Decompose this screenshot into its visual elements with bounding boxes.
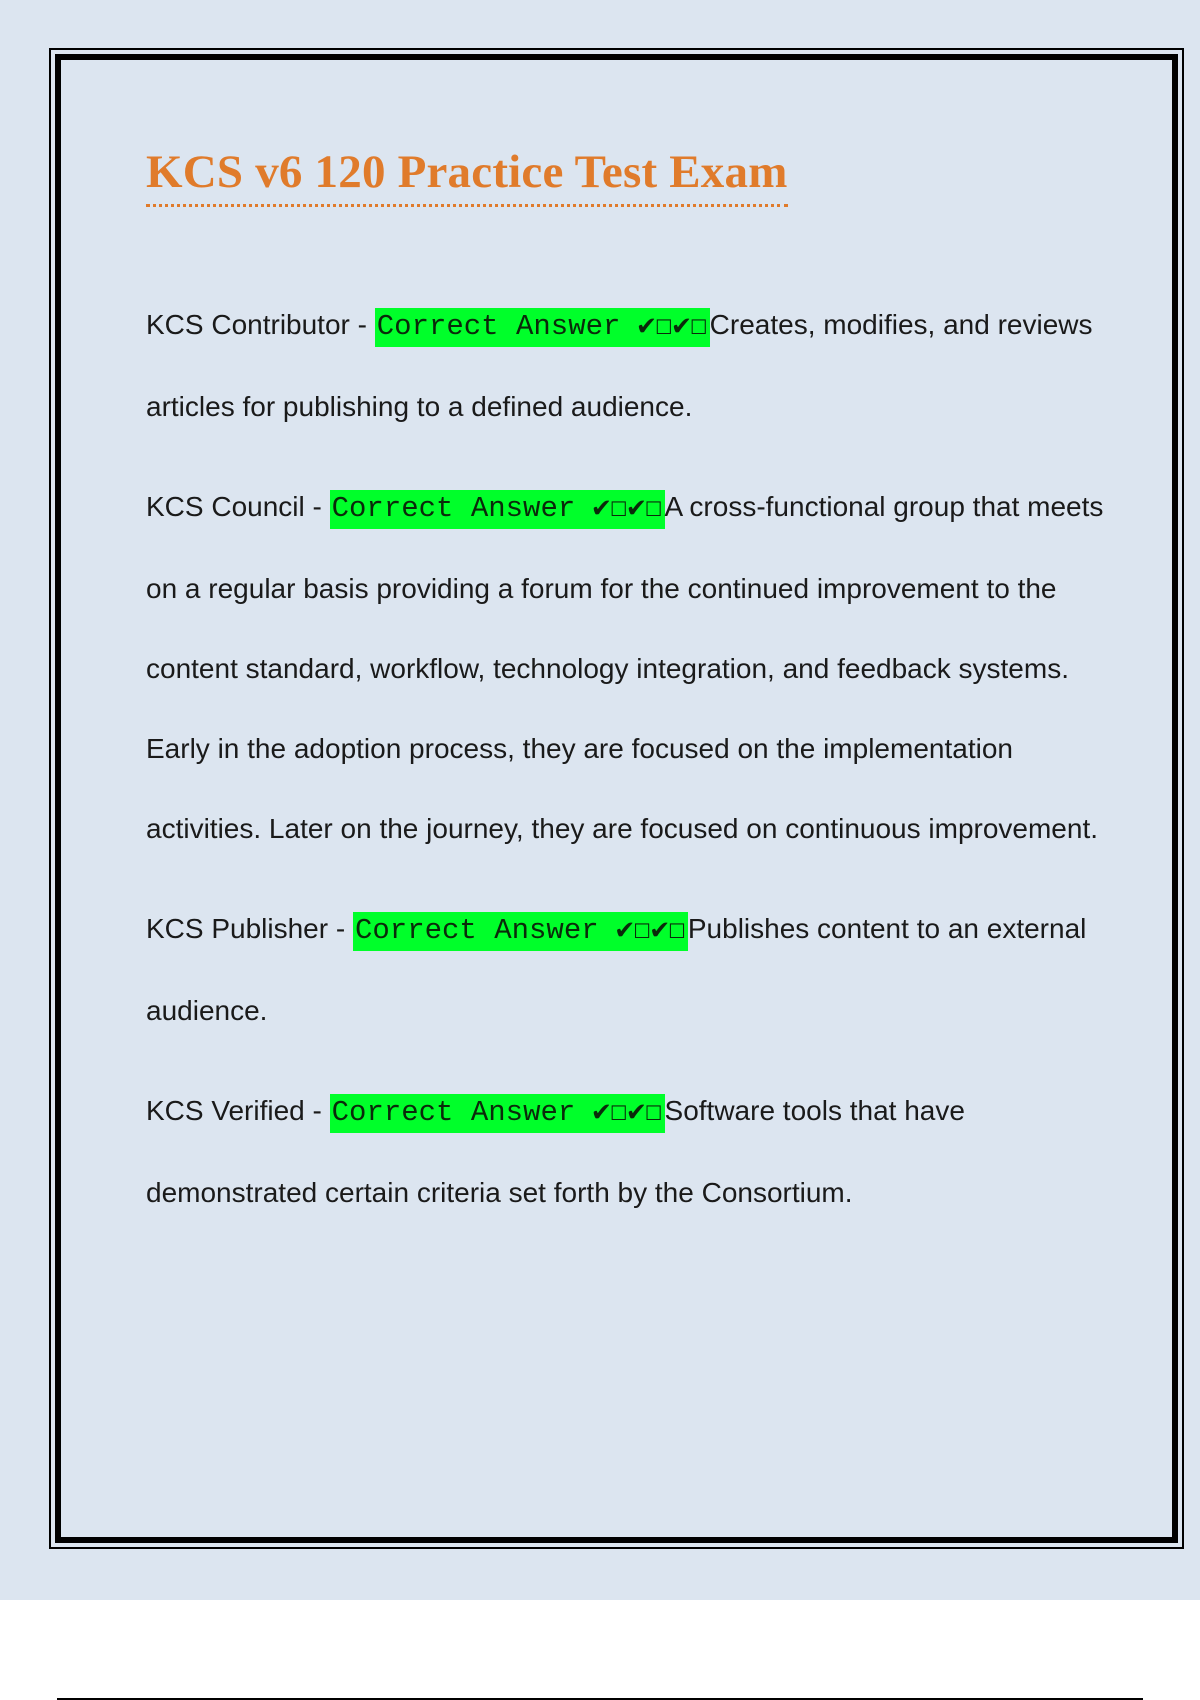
correct-answer-highlight: Correct Answer ✔☐✔☐ — [375, 308, 710, 347]
entry-list — [146, 285, 1106, 1233]
entry-term: KCS Publisher — [146, 913, 329, 944]
entry-separator: - — [328, 913, 353, 944]
entry-separator: - — [304, 491, 330, 522]
entry-kcs-publisher — [146, 889, 1106, 1051]
correct-answer-highlight: Correct Answer ✔☐✔☐ — [353, 912, 688, 951]
entry-kcs-contributor — [146, 285, 1106, 447]
entry-definition: Software tools that have demonstrated certain criteria set forth by the Consortium. — [146, 1095, 965, 1208]
entry-separator: - — [304, 1095, 330, 1126]
document-content — [146, 140, 1106, 1253]
entry-definition: A cross-functional group that meets on a regular basis providing a forum for the continued improvement to the content standard, workflow, technology integration, and feedback systems. Early in the adoption process, they are focused on the implementation activities. Later on the journey, they are focused on continuous improvement. — [146, 491, 1104, 844]
entry-kcs-council — [146, 467, 1106, 869]
entry-term: KCS Verified — [146, 1095, 305, 1126]
entry-term: KCS Contributor — [146, 309, 350, 340]
document-title: KCS v6 120 Practice Test Exam — [146, 140, 788, 207]
correct-answer-highlight: Correct Answer ✔☐✔☐ — [330, 490, 665, 529]
correct-answer-highlight: Correct Answer ✔☐✔☐ — [330, 1094, 665, 1133]
entry-separator: - — [349, 309, 375, 340]
entry-definition: Creates, modifies, and reviews articles for publishing to a defined audience. — [146, 309, 1093, 422]
entry-term: KCS Council — [146, 491, 305, 522]
entry-kcs-verified — [146, 1071, 1106, 1233]
entry-definition: Publishes content to an external audience. — [146, 913, 1087, 1026]
